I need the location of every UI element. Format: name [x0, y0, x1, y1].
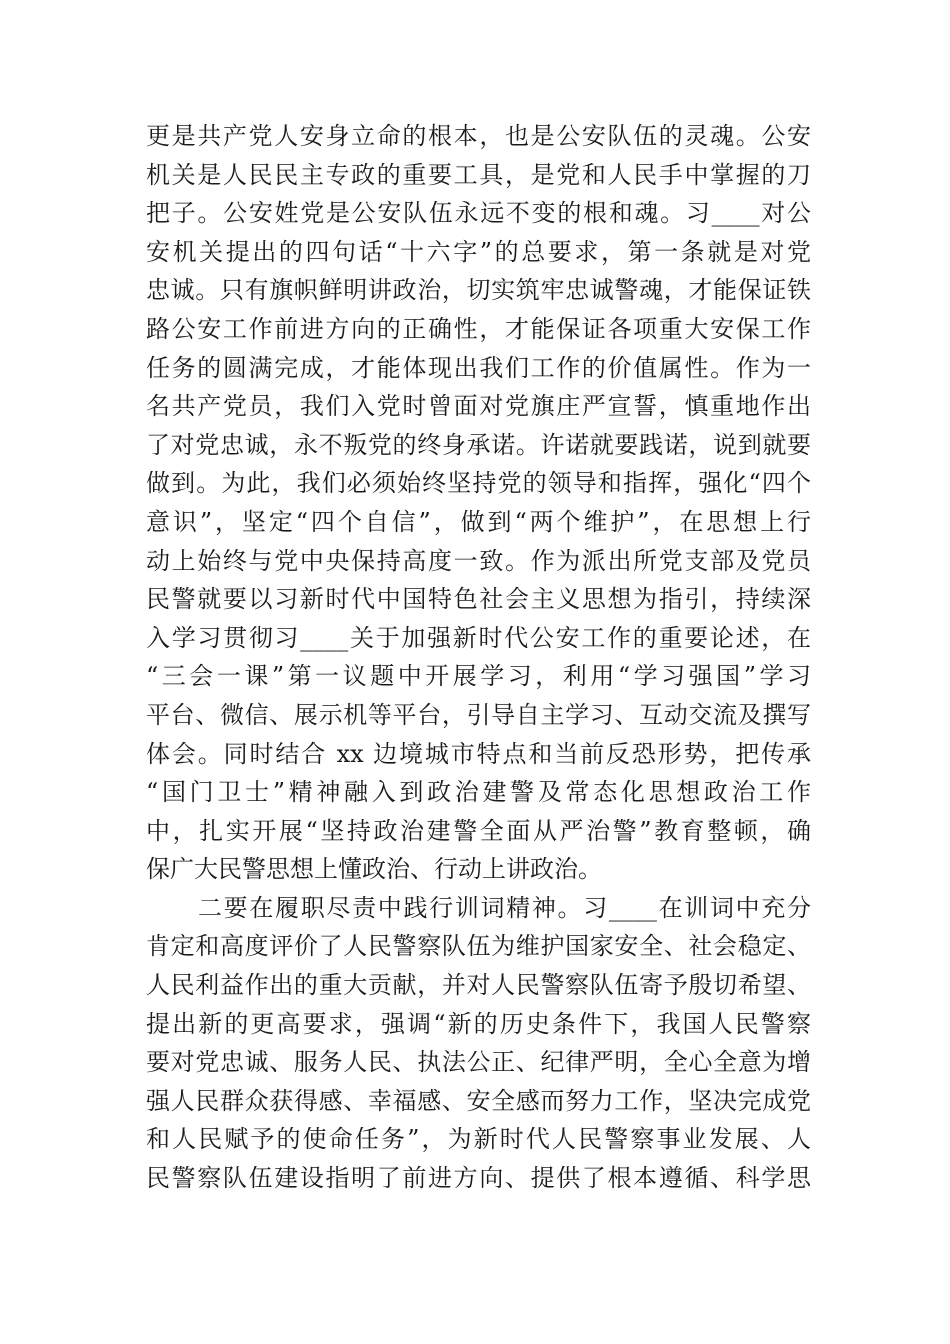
body-text [146, 117, 811, 1198]
text-line: 体会。同时结合 xx 边境城市特点和当前反恐形势，把传承 [146, 739, 811, 768]
text-line: 保广大民警思想上懂政治、行动上讲政治。 [146, 855, 602, 884]
text-line: 机关是人民民主专政的重要工具，是党和人民手中掌握的刀 [146, 160, 811, 189]
text-line: 肯定和高度评价了人民警察队伍为维护国家安全、社会稳定、 [146, 932, 811, 961]
text-line: “国门卫士”精神融入到政治建警及常态化思想政治工作 [146, 778, 811, 807]
text-line: 和人民赋予的使命任务”，为新时代人民警察事业发展、人 [146, 1125, 811, 1154]
text-line: 把子。公安姓党是公安队伍永远不变的根和魂。习____对公 [146, 199, 811, 228]
text-line: 中，扎实开展“坚持政治建警全面从严治警”教育整顿，确 [146, 816, 811, 845]
text-line: 人民利益作出的重大贡献，并对人民警察队伍寄予殷切希望、 [146, 971, 811, 1000]
paragraph-first-line: 二要在履职尽责中践行训词精神。习____在训词中充分 [198, 893, 811, 922]
text-line: 做到。为此，我们必须始终坚持党的领导和指挥，强化“四个 [146, 469, 811, 498]
text-line: 忠诚。只有旗帜鲜明讲政治，切实筑牢忠诚警魂，才能保证铁 [146, 276, 811, 305]
text-line: 任务的圆满完成，才能体现出我们工作的价值属性。作为一 [146, 353, 811, 382]
text-line: 民警察队伍建设指明了前进方向、提供了根本遵循、科学思 [146, 1164, 811, 1193]
text-line: 更是共产党人安身立命的根本，也是公安队伍的灵魂。公安 [146, 122, 811, 150]
text-line: 安机关提出的四句话“十六字”的总要求，第一条就是对党 [146, 237, 811, 266]
text-line: 提出新的更高要求，强调“新的历史条件下，我国人民警察 [146, 1009, 811, 1038]
text-line: 入学习贯彻习____关于加强新时代公安工作的重要论述，在 [146, 623, 811, 652]
text-line: 意识”，坚定“四个自信”，做到“两个维护”，在思想上行 [146, 507, 811, 536]
text-line: “三会一课”第一议题中开展学习，利用“学习强国”学习 [146, 662, 811, 691]
text-line: 名共产党员，我们入党时曾面对党旗庄严宣誓，慎重地作出 [146, 392, 811, 421]
text-line: 民警就要以习新时代中国特色社会主义思想为指引，持续深 [146, 585, 811, 614]
text-line: 动上始终与党中央保持高度一致。作为派出所党支部及党员 [146, 546, 811, 575]
text-line: 要对党忠诚、服务人民、执法公正、纪律严明，全心全意为增 [146, 1048, 811, 1077]
text-line: 路公安工作前进方向的正确性，才能保证各项重大安保工作 [146, 314, 811, 343]
text-line: 强人民群众获得感、幸福感、安全感而努力工作，坚决完成党 [146, 1086, 811, 1115]
text-line: 了对党忠诚，永不叛党的终身承诺。许诺就要践诺，说到就要 [146, 430, 811, 459]
text-line: 平台、微信、展示机等平台，引导自主学习、互动交流及撰写 [146, 700, 811, 729]
